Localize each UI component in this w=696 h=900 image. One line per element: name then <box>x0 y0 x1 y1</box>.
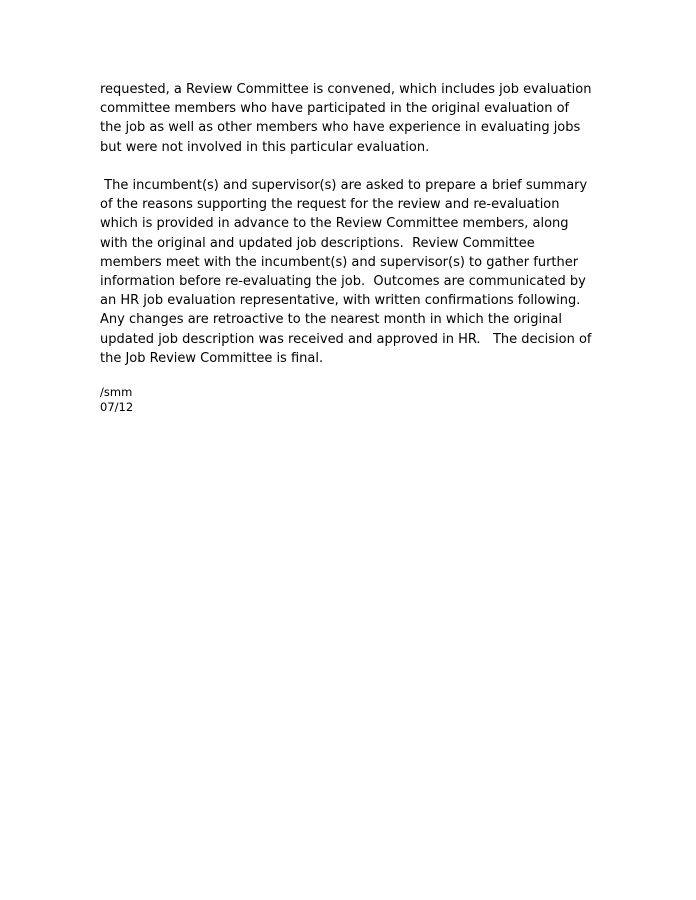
paragraph-incumbent-process: The incumbent(s) and supervisor(s) are asked to prepare a brief summary of the reasons supporting the request for the review and re-evaluation which is provided in advance to the Review Committee members, along with the original and updated job descriptions. Review Committee members meet with the incumbent(s) and supervisor(s) to gather further information before re-evaluating the job. Outcomes are communicated by an HR job evaluation representative, with written confirmations following. Any changes are retroactive to the nearest month in which the original updated job description was received and approved in HR. The decision of the Job Review Committee is final. <box>100 178 596 366</box>
signature-block <box>100 385 300 415</box>
paragraph-spacer <box>100 157 594 176</box>
signature-initials: /smm <box>100 385 133 399</box>
document-body <box>100 80 594 368</box>
paragraph-review-committee: requested, a Review Committee is convened, which includes job evaluation committee members who have participated in the original evaluation of the job as well as other members who have experience in evaluating jobs but were not involved in this particular evaluation. <box>100 82 596 155</box>
signature-date: 07/12 <box>100 400 134 414</box>
